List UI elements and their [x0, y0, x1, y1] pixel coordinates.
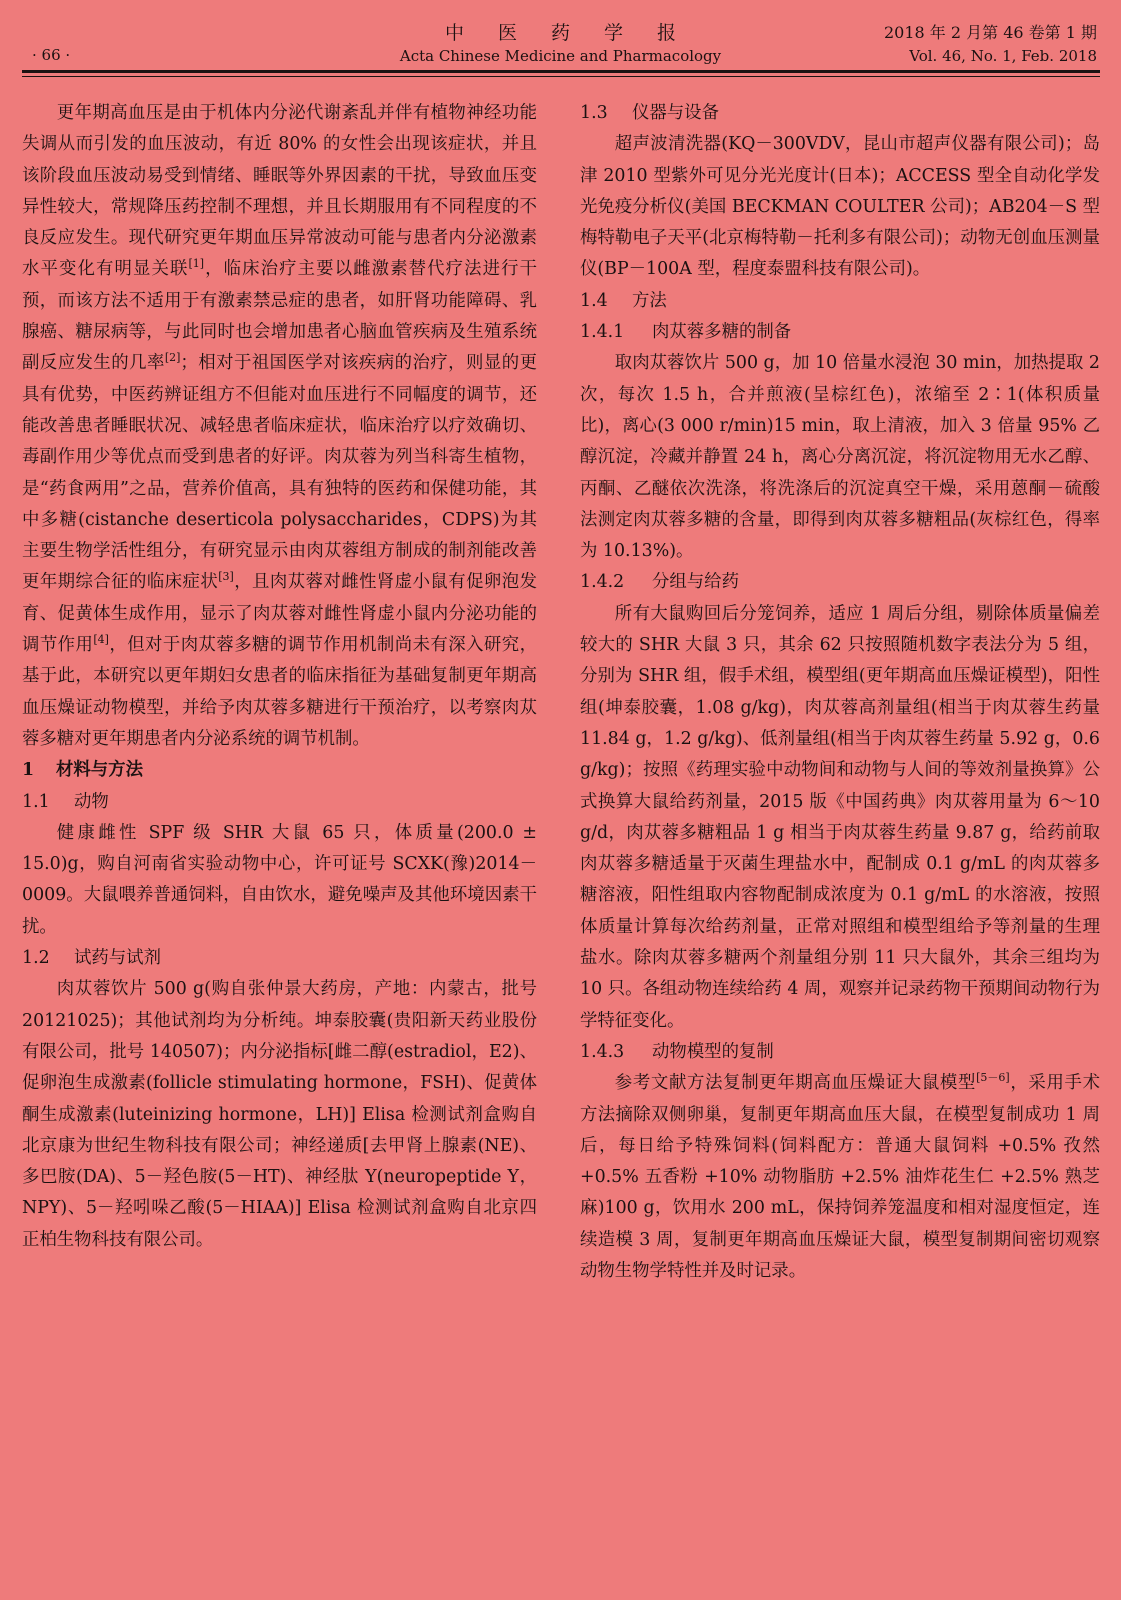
citation-2: [2]	[164, 351, 181, 365]
section-heading-1-4-1: 1.4.1 肉苁蓉多糖的制备	[580, 322, 792, 343]
left-column	[22, 98, 537, 1256]
preparation-paragraph: 取肉苁蓉饮片 500 g，加 10 倍量水浸泡 30 min，加热提取 2 次，每次 1.5 h，合并煎液(呈棕红色)，浓缩至 2∶1(体积质量比)，离心(3 000 r/min)15 min，取上清液，加入 3 倍量 95% 乙醇沉淀，冷藏并静置 24 h，离心分离沉淀，将沉淀物用无水乙醇、丙酮、乙醚依次洗涤，将洗涤后的沉淀真空干燥，采用蒽酮－硫酸法测定肉苁蓉多糖的含量，即得到肉苁蓉多糖粗品(灰棕红色，得率为 10.13%)。	[580, 353, 1100, 562]
section-heading-1-3: 1.3 仪器与设备	[580, 103, 719, 123]
citation-1: [1]	[188, 257, 205, 271]
section-heading-1-4: 1.4 方法	[580, 290, 667, 311]
grouping-paragraph: 所有大鼠购回后分笼饲养，适应 1 周后分组，剔除体质量偏差较大的 SHR 大鼠 3 只，其余 62 只按照随机数字表法分为 5 组，分别为 SHR 组，假手术组，模型组(更年期高血压燥证模型)，阳性组(坤泰胶囊，1.08 g/kg)，肉苁蓉高剂量组(相当于肉苁蓉生药量 11.84 g，1.2 g/kg)、低剂量组(相当于肉苁蓉生药量 5.92 g，0.6 g/kg)；按照《药理实验中动物间和动物与人间的等效剂量换算》公式换算大鼠给药剂量，2015 版《中国药典》肉苁蓉用量为 6～10 g/d，肉苁蓉多糖粗品 1 g 相当于肉苁蓉生药量 9.87 g，给药前取肉苁蓉多糖适量于灭菌生理盐水中，配制成 0.1 g/mL 的肉苁蓉多糖溶液，阳性组取内容物配制成浓度为 0.1 g/mL 的水溶液，按照体质量计算每次给药剂量，正常对照组和模型组给予等剂量的生理盐水。除肉苁蓉多糖两个剂量组分别 11 只大鼠外，其余三组均为 10 只。各组动物连续给药 4 周，观察并记录药物干预期间动物行为学特征变化。	[580, 603, 1100, 1031]
header-rule-thin	[22, 76, 1100, 77]
citation-3: [3]	[218, 570, 234, 584]
animals-paragraph: 健康雌性 SPF 级 SHR 大鼠 65 只，体质量(200.0 ± 15.0)g，购自河南省实验动物中心，许可证号 SCXK(豫)2014－0009。大鼠喂养普通饲料，自由饮水，避免噪声及其他环境因素干扰。	[22, 822, 537, 937]
section-heading-1-4-3: 1.4.3 动物模型的复制	[580, 1041, 774, 1062]
right-column	[580, 98, 1100, 1287]
page-header	[0, 0, 1121, 80]
intro-paragraph: 更年期高血压是由于机体内分泌代谢紊乱并伴有植物神经功能失调从而引发的血压波动，有近 80% 的女性会出现该症状，并且该阶段血压波动易受到情绪、睡眠等外界因素的干扰，导致血压变异性较大，常规降压药控制不理想，并且长期服用有不同程度的不良反应发生。现代研究更年期血压异常波动可能与患者内分泌激素水平变化有明显关联[1]，临床治疗主要以雌激素替代疗法进行干预，而该方法不适用于有激素禁忌症的患者，如肝肾功能障碍、乳腺癌、糖尿病等，与此同时也会增加患者心脑血管疾病及生殖系统副反应发生的几率[2]；相对于祖国医学对该疾病的治疗，则显的更具有优势，中医药辨证组方不但能对血压进行不同幅度的调节，还能改善患者睡眠状况、减轻患者临床症状，临床治疗以疗效确切、毒副作用少等优点而受到患者的好评。肉苁蓉为列当科寄生植物，是“药食两用”之品，营养价值高，具有独特的医药和保健功能，其中多糖(cistanche deserticola polysaccharides，CDPS)为其主要生物学活性组分，有研究显示由肉苁蓉组方制成的制剂能改善更年期综合征的临床症状[3]，且肉苁蓉对雌性肾虚小鼠有促卵泡发育、促黄体生成作用，显示了肉苁蓉对雌性肾虚小鼠内分泌功能的调节作用[4]，但对于肉苁蓉多糖的调节作用机制尚未有深入研究，基于此，本研究以更年期妇女患者的临床指征为基础复制更年期高血压燥证动物模型，并给予肉苁蓉多糖进行干预治疗，以考察肉苁蓉多糖对更年期患者内分泌系统的调节机制。	[22, 103, 537, 749]
section-heading-1-4-2: 1.4.2 分组与给药	[580, 572, 739, 593]
reagents-paragraph: 肉苁蓉饮片 500 g(购自张仲景大药房，产地：内蒙古，批号 20121025)；其他试剂均为分析纯。坤泰胶囊(贵阳新天药业股份有限公司，批号 140507)；内分泌指标[雌二醇(estradiol，E2)、促卵泡生成激素(follicle stimulating hormone，FSH)、促黄体酮生成激素(luteinizing hormone，LH)] Elisa 检测试剂盒购自北京康为世纪生物科技有限公司；神经递质[去甲肾上腺素(NE)、多巴胺(DA)、5－羟色胺(5－HT)、神经肽 Y(neuropeptide Y，NPY)、5－羟吲哚乙酸(5－HIAA)] Elisa 检测试剂盒购自北京四正柏生物科技有限公司。	[22, 979, 537, 1250]
page-number: · 66 ·	[32, 46, 71, 64]
journal-title-en: Acta Chinese Medicine and Pharmacology	[399, 47, 722, 65]
section-heading-1-2: 1.2 试药与试剂	[22, 948, 161, 969]
section-heading-1: 1 材料与方法	[22, 760, 143, 781]
issue-info-cn: 2018 年 2 月第 46 卷第 1 期	[883, 23, 1097, 42]
citation-5-6: [5－6]	[976, 1071, 1010, 1085]
citation-4: [4]	[93, 633, 109, 647]
journal-title-cn: 中医药学报	[444, 22, 710, 44]
issue-info-en: Vol. 46, No. 1, Feb. 2018	[909, 47, 1097, 65]
model-paragraph: 参考文献方法复制更年期高血压燥证大鼠模型[5－6]，采用手术方法摘除双侧卵巢，复制更年期高血压大鼠，在模型复制成功 1 周后，每日给予特殊饲料(饲料配方：普通大鼠饲料 +0.5% 孜然 +0.5% 五香粉 +10% 动物脂肪 +2.5% 油炸花生仁 +2.5% 熟芝麻)100 g，饮用水 200 mL，保持饲养笼温度和相对湿度恒定，连续造模 3 周，复制更年期高血压燥证大鼠，模型复制期间密切观察动物生物学特性并及时记录。	[580, 1071, 1100, 1281]
header-rule-thick	[22, 70, 1100, 73]
instruments-paragraph: 超声波清洗器(KQ－300VDV，昆山市超声仪器有限公司)；岛津 2010 型紫外可见分光光度计(日本)；ACCESS 型全自动化学发光免疫分析仪(美国 BECKMAN COULTER 公司)；AB204－S 型梅特勒电子天平(北京梅特勒－托利多有限公司)；动物无创血压测量仪(BP－100A 型，程度泰盟科技有限公司)。	[580, 134, 1100, 280]
section-heading-1-1: 1.1 动物	[22, 791, 109, 812]
